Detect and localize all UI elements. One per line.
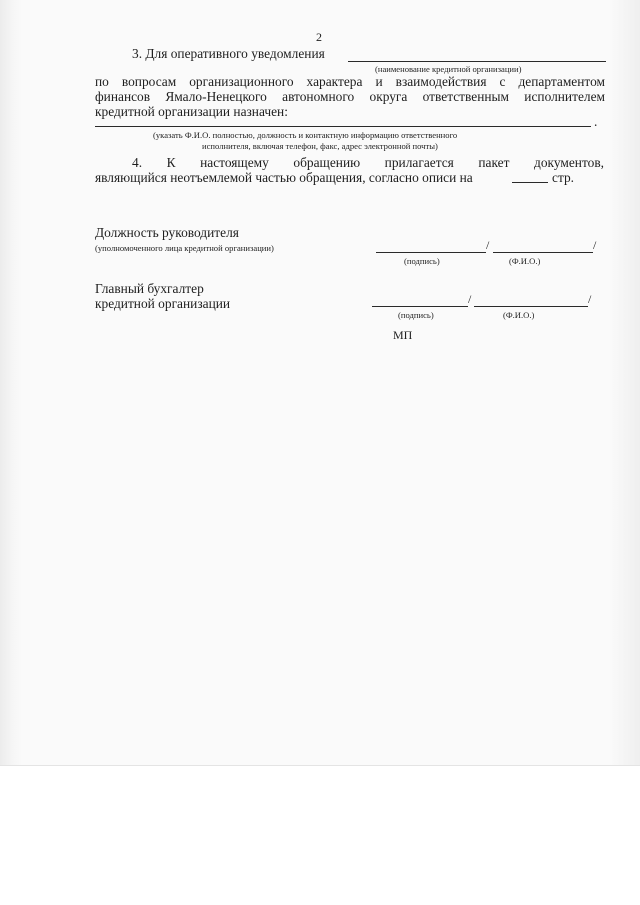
accountant-sign-caption: (подпись) bbox=[398, 310, 434, 320]
head-sign-caption: (подпись) bbox=[404, 256, 440, 266]
head-name-slash: / bbox=[593, 238, 597, 252]
accountant-sign-slash: / bbox=[468, 292, 472, 306]
accountant-name-caption: (Ф.И.О.) bbox=[503, 310, 535, 320]
item3-line3: кредитной организации назначен: bbox=[95, 104, 288, 119]
item4-line1: 4. К настоящему обращению прилагается пакет документов, bbox=[132, 155, 604, 170]
item4-line2-end: стр. bbox=[552, 170, 575, 185]
bank-name-line bbox=[348, 61, 606, 62]
responsible-caption-1: (указать Ф.И.О. полностью, должность и контактную информацию ответственного bbox=[153, 130, 458, 140]
head-name-caption: (Ф.И.О.) bbox=[509, 256, 541, 266]
accountant-name-line bbox=[474, 306, 588, 307]
accountant-title-1: Главный бухгалтер bbox=[95, 281, 204, 296]
accountant-title-2: кредитной организации bbox=[95, 296, 231, 311]
end-dot: . bbox=[594, 114, 598, 129]
item3-line2: финансов Ямало-Ненецкого автономного округа ответственным исполнителем bbox=[95, 89, 605, 104]
pages-count-line bbox=[512, 182, 548, 183]
item3-line1: по вопросам организационного характера и взаимодействия с департаментом bbox=[95, 74, 605, 89]
bank-name-caption: (наименование кредитной организации) bbox=[375, 64, 522, 74]
item3-lead: 3. Для оперативного уведомления bbox=[132, 46, 325, 61]
head-sign-slash: / bbox=[486, 238, 490, 252]
responsible-person-line bbox=[95, 126, 591, 127]
item4-line2-start: являющийся неотъемлемой частью обращения, согласно описи на bbox=[95, 170, 473, 185]
head-sign-line bbox=[376, 252, 486, 253]
head-title: Должность руководителя bbox=[95, 225, 239, 240]
accountant-name-slash: / bbox=[588, 292, 592, 306]
accountant-sign-line bbox=[372, 306, 468, 307]
head-subtitle: (уполномоченного лица кредитной организации) bbox=[95, 243, 274, 253]
page-number: 2 bbox=[316, 30, 322, 44]
head-name-line bbox=[493, 252, 593, 253]
responsible-caption-2: исполнителя, включая телефон, факс, адрес электронной почты) bbox=[202, 141, 438, 151]
stamp-label: МП bbox=[393, 328, 413, 342]
